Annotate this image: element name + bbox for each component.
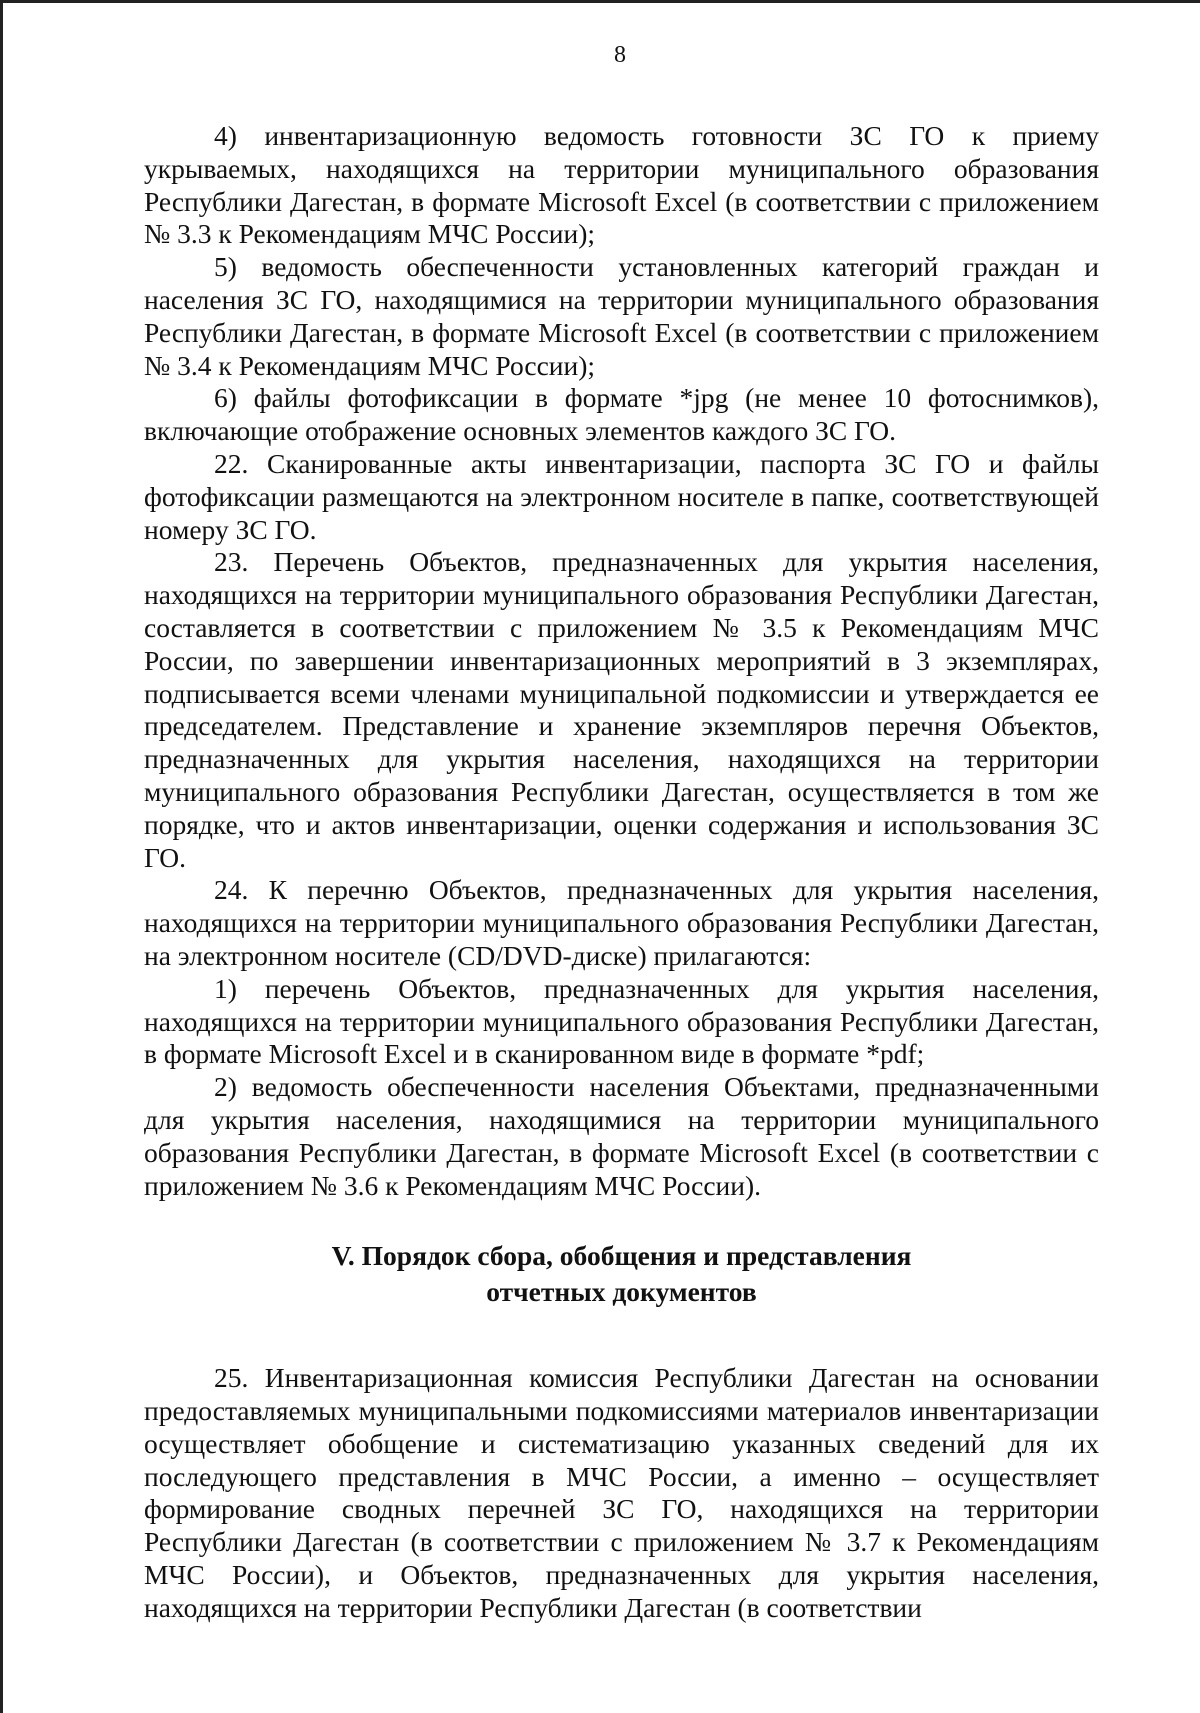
section-heading-line-2: отчетных документов: [486, 1276, 757, 1308]
paragraph-23: 23. Перечень Объектов, предназначенных для укрытия населения, находящихся на территории муниципального образования Республики Дагестан, составляется в соответствии с приложением № 3.5 к Рекомендациям МЧС России, по завершении инвентаризационных мероприятий в 3 экземплярах, подписывается всеми членами муниципальной подкомиссии и утверждается ее председателем. Представление и хранение экземпляров перечня Объектов, предназначенных для укрытия населения, находящихся на территории муниципального образования Республики Дагестан, осуществляется в том же порядке, что и актов инвентаризации, оценки содержания и использования ЗС ГО.: [144, 546, 1099, 873]
paragraph-item-6: 6) файлы фотофиксации в формате *jpg (не менее 10 фотоснимков), включающие отображение основных элементов каждого ЗС ГО.: [144, 382, 1099, 447]
scan-edge-left: [0, 0, 3, 1713]
paragraph-item-4: 4) инвентаризационную ведомость готовности ЗС ГО к приему укрываемых, находящихся на территории муниципального образования Республики Дагестан, в формате Microsoft Excel (в соответствии с приложением № 3.3 к Рекомендациям МЧС России);: [144, 120, 1099, 250]
paragraph-item-5: 5) ведомость обеспеченности установленных категорий граждан и населения ЗС ГО, находящимися на территории муниципального образования Республики Дагестан, в формате Microsoft Excel (в соответствии с приложением № 3.4 к Рекомендациям МЧС России);: [144, 251, 1099, 381]
section-heading-line-1: V. Порядок сбора, обобщения и представления: [331, 1240, 912, 1272]
document-body: [144, 120, 1099, 1625]
paragraph-25: 25. Инвентаризационная комиссия Республики Дагестан на основании предоставляемых муниципальными подкомиссиями материалов инвентаризации осуществляет обобщение и систематизацию указанных сведений для их последующего представления в МЧС России, а именно – осуществляет формирование сводных перечней ЗС ГО, находящихся на территории Республики Дагестан (в соответствии с приложением № 3.7 к Рекомендациям МЧС России), и Объектов, предназначенных для укрытия населения, находящихся на территории Республики Дагестан (в соответствии: [144, 1362, 1099, 1623]
paragraph-24: 24. К перечню Объектов, предназначенных для укрытия населения, находящихся на территории муниципального образования Республики Дагестан, на электронном носителе (CD/DVD-диске) прилагаются:: [144, 874, 1099, 971]
section-heading: [144, 1238, 1099, 1310]
page-number: 8: [614, 42, 626, 68]
paragraph-24-item-2: 2) ведомость обеспеченности населения Объектами, предназначенными для укрытия населения, находящимися на территории муниципального образования Республики Дагестан, в формате Microsoft Excel (в соответствии с приложением № 3.6 к Рекомендациям МЧС России).: [144, 1071, 1099, 1201]
paragraph-24-item-1: 1) перечень Объектов, предназначенных для укрытия населения, находящихся на территории муниципального образования Республики Дагестан, в формате Microsoft Excel и в сканированном виде в формате *pdf;: [144, 972, 1099, 1070]
paragraph-22: 22. Сканированные акты инвентаризации, паспорта ЗС ГО и файлы фотофиксации размещаются на электронном носителе в папке, соответствующей номеру ЗС ГО.: [144, 447, 1099, 545]
scan-edge-top: [0, 0, 1200, 3]
